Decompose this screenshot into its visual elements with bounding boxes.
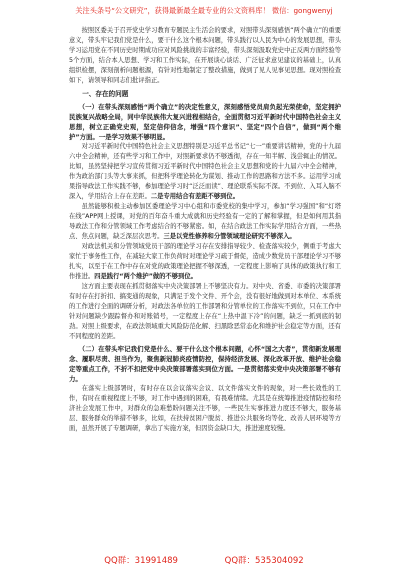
paragraph-4 — [69, 242, 341, 282]
subsection-heading-1: （一）在带头深刻感悟“两个确立”的决定性意义，深刻感悟党员肩负起光荣使命，坚定拥护民族复兴战略全局，同中华民族伟大复兴进程相结合，全面贯彻习近平新时代中国特色社会主义思想，树立正确党史观，坚定信仰信念，增强“四个意识”、坚定“四个自信”，做到“两个维护”方面。一是学习效果不够明显。 — [69, 103, 341, 141]
subsection-heading-2 — [69, 344, 341, 384]
footer-qq-group-2: QQ群：535304092 — [224, 556, 304, 566]
subsection-heading-2-point: 一是贯彻落实党中央决策部署不够有力。 — [69, 365, 341, 383]
document-body — [69, 26, 341, 541]
paragraph-3 — [69, 202, 341, 242]
section-heading-problems: 一、存在的问题 — [82, 90, 129, 98]
paragraph-4-emphasis: 四是践行“两个维护”做的不够到位。 — [94, 273, 197, 280]
paragraph-4-text: 对政法机关和分管领域党员干部的理论学习存在安排指导较少、检查落实较少，侧重于考虑大家忙于事务性工作，在减轻大家工作负荷时对理论学习疏于督促，造成少数党员干部理论学习不够扎实，以至于在工作中存在对党的政策理论把握不够深透，一定程度上影响了具体的政策执行和工作推进。 — [69, 243, 341, 280]
paragraph-2 — [69, 142, 341, 202]
paragraph-6: 在落实上级部署时，有时存在以会议落实会议、以文件落实文件的现象，对一些长效性的工作，有时在重视程度上不够，对工作中遇到的困难，有畏难情绪。尤其是在统筹推进疫情防控和经济社会发展工作中，对群众的急难愁盼问题关注不够，一些民生实事推进力度还不够大，服务基层、服务群众的举措不够多，比如，在扶持贫困户脱贫、推进公共服务均等化、改善人居环境等方面，虽然开展了专题调研，拿出了实施方案，但因资金缺口大，推进速度较慢。 — [69, 385, 341, 432]
subsection-heading-2-text: （二）在带头牢记我们党是什么、要干什么这个根本问题，心怀“国之大者”，贯彻新发展理念、履职尽责、担当作为，聚焦新冠肺炎疫情防控，保持经济发展、深化改革开放、维护社会稳定等重点工作，不折不扣把党中央决策部署落实到位方面。 — [69, 345, 341, 373]
paragraph-3-text: 虽然能够积极主动参加区委理论学习中心组和市委党校的集中学习，参加“学习强国”和“灯塔在线”APP网上授课，对党的百年奋斗重大成就和历史经验有一定的了解和掌握，但是如何用其指导政法工作和分管领域工作考虑结合的不够紧密。如，在结合政法工作实际学用结合方面，一些热点、焦点问题，缺乏深层次思考。 — [69, 203, 341, 240]
footer-contacts — [0, 554, 408, 566]
header-banner: 关注头条号“公文研究”，获得最新最全最专业的公文资料库！ 微信：gongwenyj — [75, 6, 333, 15]
footer-qq-group-1: QQ群：31991489 — [104, 556, 178, 566]
paragraph-3-emphasis: 三是以党性修养和分管领域理论研究不够深入。 — [163, 233, 296, 240]
paragraph-2-text: 对习近平新时代中国特色社会主义思想特别是习近平总书记“七一”重要讲话精神，党的十九届六中全会精神，还有些学习和工作中，对照新要求仍不够透彻，存在一知半解、浅尝辄止的情况。比如，虽然坚持把学习宣传贯彻习近平新时代中国特色社会主义思想和党的十九届六中全会精神，作为政治部门头等大事来抓，但把科学理论转化为谋划、推动工作的思路和方法不多。运用学习成果指导政法工作实践不够，参加理论学习时“泛泛而读”、理论联系实际不深。不到位、入耳入脑不深入，学用结合上存在差距。 — [69, 143, 341, 200]
paragraph-5: 这方面主要表现在抓贯彻落实中央决策部署上不够坚决有力。对中央、省委、市委的决策部署有时存在打折扣、搞变通的现象，只满足于发个文件、开个会，没有很好地做到对本单位、本系统的工作进行全面的调研分析，对政法各单位的工作部署和分管单位的工作落实不到位，只在工作中针对问题缺少跟踪督办和对账销号，一定程度上存在“上热中温下冷”的问题，缺乏一抓到底的韧劲。对照上级要求，在政法领域重大风险防范化解、扫黑除恶常态化和维护社会稳定等方面，还有不同程度的差距。 — [69, 283, 341, 340]
paragraph-2-emphasis: 二是专用结合有差距不够到位。 — [150, 193, 240, 200]
intro-paragraph: 按照区委关于召开党史学习教育专题民主生活会的要求，对照带头深刻感悟“两个确立”的重要意义，带头牢记我们党是什么，要干什么这个根本问题，带头践行以人民为中心的发展思想，带头学习运用党在不同历史时期成功应对风险挑战的丰富经验，带头深刻汲取党史中正反两方面经验等5个方面，结合本人思想、学习和工作实际，在开展谈心谈话、广泛征求意见建议的基础上，认真组织检摆，深刻剖析问题根源，有针对性地制定了整改措施，做到了见人见事见思想。现对照检查如下，请领导和同志们批评指正。 — [69, 27, 341, 84]
